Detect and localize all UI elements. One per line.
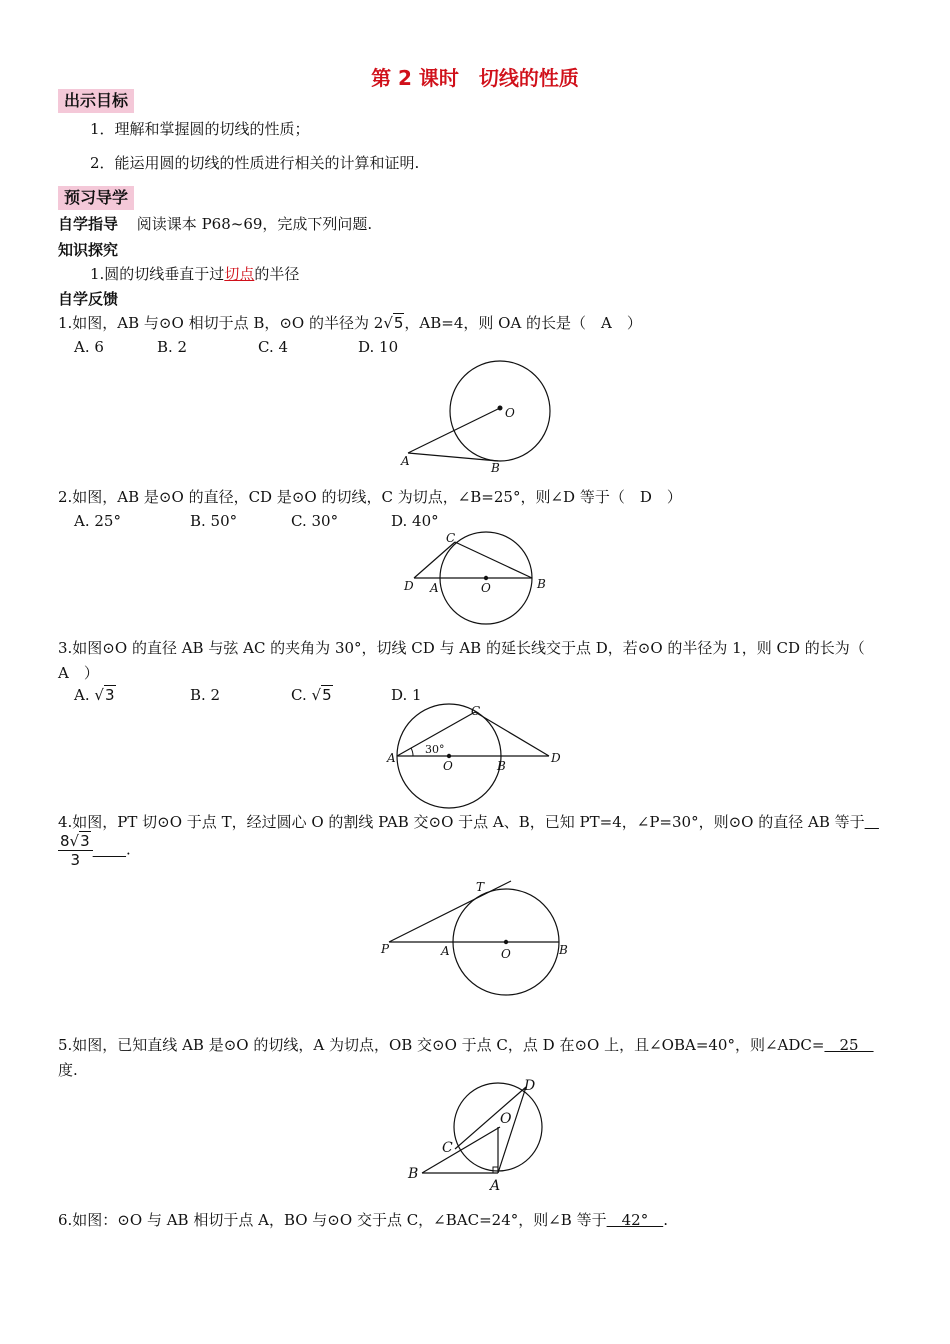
q5-figure: [400, 1075, 550, 1195]
guide-label: 自学指导: [58, 215, 119, 233]
q3-option-c: C. √5: [291, 686, 332, 704]
q1-option-c: C. 4: [258, 338, 289, 356]
q5-label-a: A: [490, 1178, 501, 1194]
q4-label-b: B: [559, 943, 568, 957]
page-title: 第 2 课时 切线的性质: [371, 66, 579, 90]
q2-figure: [400, 530, 560, 630]
q4-stem: 4.如图，PT 切⊙O 于点 T，经过圆心 O 的割线 PAB 交⊙O 于点 A、B，已知 PT=4，∠P=30°，则⊙O 的直径 AB 等于: [58, 813, 865, 831]
q3-angle-arc: [411, 748, 413, 756]
q3-label-a: A: [387, 751, 396, 765]
q4-label-a: A: [441, 944, 450, 958]
q5-right-angle-mark: [493, 1167, 498, 1173]
q4-answer-radicand: 3: [80, 832, 90, 850]
q2-label-o: O: [481, 581, 491, 595]
q1-label-a: A: [401, 454, 410, 468]
knowledge-label: 知识探究: [58, 241, 119, 259]
knowledge-prefix: 1.圆的切线垂直于过: [90, 265, 225, 283]
q5-label-c: C: [442, 1140, 453, 1156]
knowledge-answer: 切点: [224, 265, 255, 283]
sqrt-symbol: √5: [383, 314, 404, 332]
q1-option-b: B. 2: [157, 338, 188, 356]
q4-answer-fraction: [58, 832, 93, 869]
q3-tangent-cd: [475, 712, 549, 756]
sqrt-symbol: √5: [311, 686, 332, 704]
q3-center-dot: [447, 754, 451, 758]
q4-figure: [375, 875, 575, 1000]
section-goals-label: 出示目标: [58, 89, 134, 113]
sqrt-symbol: √3: [69, 832, 90, 850]
q2-option-d: D. 40°: [391, 512, 439, 530]
q2-center-dot: [484, 576, 488, 580]
goal-item-1: 1．理解和掌握圆的切线的性质；: [90, 120, 310, 138]
goal-item-2: 2．能运用圆的切线的性质进行相关的计算和证明.: [90, 154, 420, 172]
section-preview-label: 预习导学: [58, 186, 134, 210]
q5-stem: 5.如图，已知直线 AB 是⊙O 的切线，A 为切点，OB 交⊙O 于点 C，点 D 在⊙O 上，且∠OBA=40°，则∠ADC= 25: [58, 1036, 874, 1054]
q1-label-o: O: [505, 406, 515, 420]
q1-stem: 1.如图，AB 与⊙O 相切于点 B，⊙O 的半径为 2√5，AB=4，则 OA 的长是（ A ）: [58, 314, 642, 332]
q4-tangent-pt: [389, 881, 511, 942]
q4-label-o: O: [501, 947, 511, 961]
q1-segment-ao: [408, 408, 500, 453]
q1-center-dot: [498, 406, 503, 411]
q3-label-angle: 30°: [425, 743, 445, 756]
q6-answer: 42°: [606, 1211, 664, 1229]
q3-label-c: C: [471, 704, 481, 718]
q3-option-b: B. 2: [190, 686, 221, 704]
q1-option-a: A. 6: [74, 338, 104, 356]
q3-label-b: B: [497, 759, 506, 773]
knowledge-suffix: 的半径: [254, 265, 300, 283]
q3-label-o: O: [443, 759, 453, 773]
q4-answer-tail: .: [126, 840, 131, 859]
q4-label-t: T: [476, 880, 485, 894]
q2-option-a: A. 25°: [74, 512, 121, 530]
q3-option-d: D. 1: [391, 686, 422, 704]
q4-answer: [58, 832, 131, 869]
q3-option-a: A. √3: [74, 686, 115, 704]
q2-label-a: A: [430, 581, 439, 595]
q1-segment-ab: [408, 453, 498, 461]
q5-line-bo: [422, 1127, 500, 1173]
q5-label-o: O: [500, 1111, 512, 1127]
q2-label-b: B: [537, 577, 546, 591]
q5-label-b: B: [408, 1166, 419, 1182]
q3-option-a-radicand: 3: [104, 686, 115, 704]
q3-figure: [383, 700, 573, 810]
q3-stem-line1: 3.如图⊙O 的直径 AB 与弦 AC 的夹角为 30°，切线 CD 与 AB 的延长线交于点 D，若⊙O 的半径为 1，则 CD 的长为（: [58, 639, 865, 657]
q2-option-b: B. 50°: [190, 512, 238, 530]
q1-option-d: D. 10: [358, 338, 399, 356]
q1-figure: [395, 355, 565, 475]
q3-label-d: D: [551, 751, 561, 765]
q3-option-c-radicand: 5: [322, 686, 332, 704]
q6-stem: 6.如图：⊙O 与 AB 相切于点 A，BO 与⊙O 交于点 C，∠BAC=24°，则∠B 等于 42° .: [58, 1211, 668, 1229]
q4-center-dot: [504, 940, 508, 944]
q2-label-c: C: [446, 531, 456, 545]
q5-tail: 度.: [58, 1061, 78, 1079]
q4-label-p: P: [381, 942, 390, 956]
q5-answer: 25: [824, 1036, 874, 1054]
q5-label-d: D: [524, 1078, 536, 1094]
q2-stem: 2.如图，AB 是⊙O 的直径，CD 是⊙O 的切线，C 为切点，∠B=25°，则∠D 等于（ D ）: [58, 488, 682, 506]
q2-tangent-dc: [414, 542, 455, 578]
knowledge-line: [90, 263, 299, 284]
guide-line: [58, 213, 372, 234]
q1-label-b: B: [491, 461, 500, 475]
q2-label-d: D: [404, 579, 414, 593]
guide-text: 阅读课本 P68~69，完成下列问题.: [136, 215, 373, 233]
q1-radicand: 5: [393, 314, 404, 332]
sqrt-symbol: √3: [94, 686, 115, 704]
q3-stem-line2: A ）: [58, 664, 99, 682]
q2-option-c: C. 30°: [291, 512, 339, 530]
q4-answer-den: 3: [70, 851, 81, 869]
q4-answer-coef: 8: [60, 832, 70, 850]
feedback-label: 自学反馈: [58, 290, 119, 308]
q1-circle: [450, 361, 550, 461]
